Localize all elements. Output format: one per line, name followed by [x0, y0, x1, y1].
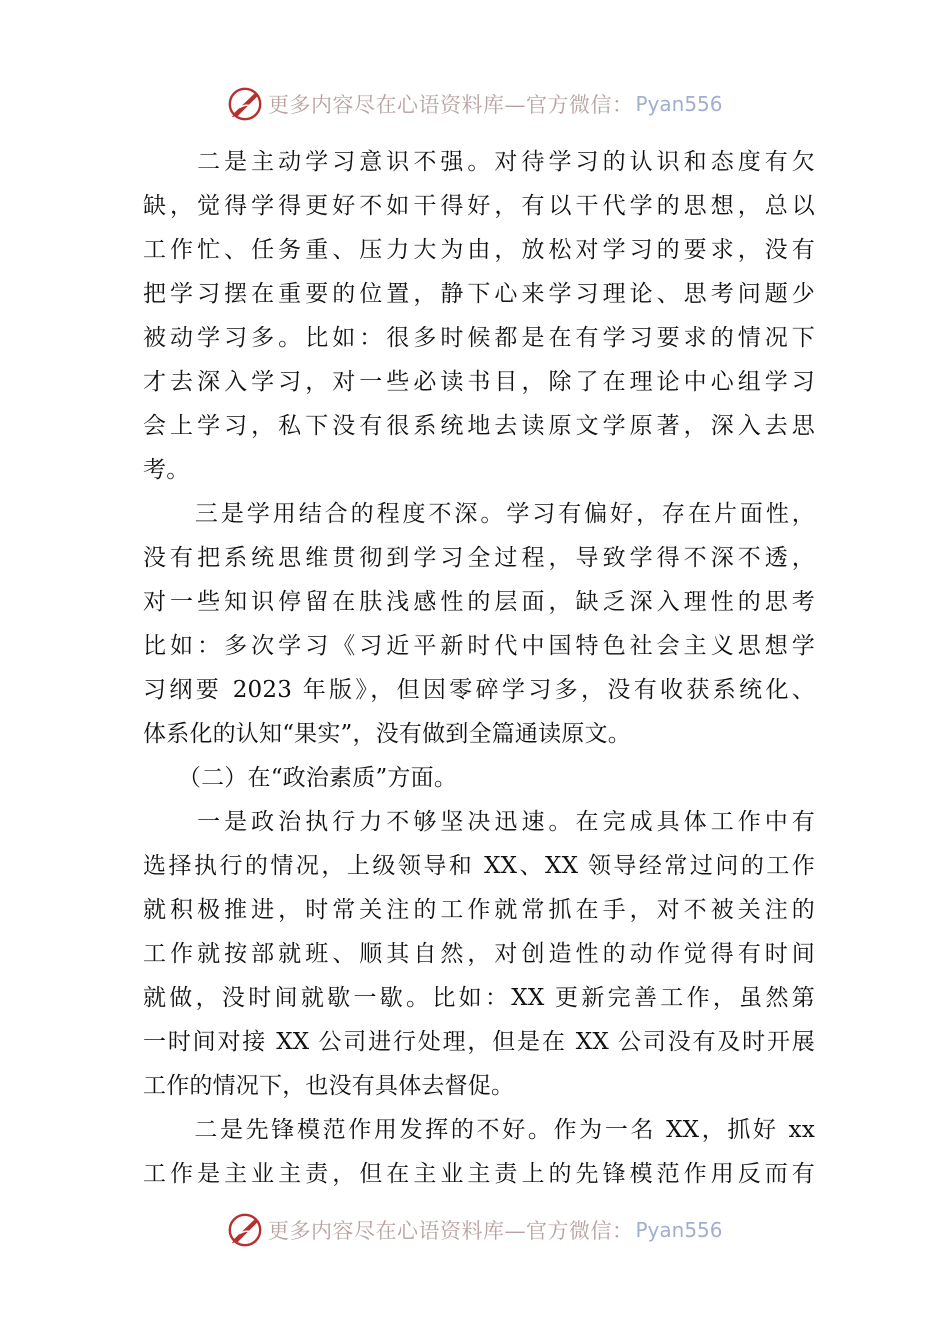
text-line: 缺，觉得学得更好不如干得好，有以干代学的思想，总以 [143, 193, 815, 219]
text-line: 一是政治执行力不够坚决迅速。在完成具体工作中有 [143, 809, 815, 835]
paragraph [143, 140, 815, 492]
paragraph [143, 1108, 815, 1196]
text-line: 工作是主业主责，但在主业主责上的先锋模范作用反而有 [143, 1161, 815, 1187]
watermark-text: 更多内容尽在心语资料库—官方微信： [268, 93, 634, 117]
text-line: 会上学习，私下没有很系统地去读原文学原著，深入去思 [143, 413, 815, 439]
watermark-text: 更多内容尽在心语资料库—官方微信： [268, 1219, 634, 1243]
text-line: 工作的情况下，也没有具体去督促。 [143, 1073, 515, 1099]
text-line: 二是主动学习意识不强。对待学习的认识和态度有欠 [143, 149, 815, 175]
text-line: 习纲要 2023 年版》，但因零碎学习多，没有收获系统化、 [143, 677, 815, 703]
text-line: 体系化的认知“果实”，没有做到全篇通读原文。 [143, 721, 631, 747]
text-line: 才去深入学习，对一些必读书目，除了在理论中心组学习 [143, 369, 815, 395]
text-line: （二）在“政治素质”方面。 [143, 765, 458, 791]
text-line: 工作忙、任务重、压力大为由，放松对学习的要求，没有 [143, 237, 815, 263]
text-line: 二是先锋模范作用发挥的不好。作为一名 XX，抓好 xx [143, 1117, 815, 1143]
pen-logo-icon [226, 85, 264, 123]
document-body [143, 140, 815, 1196]
text-line: 没有把系统思维贯彻到学习全过程，导致学得不深不透， [143, 545, 815, 571]
text-line: 被动学习多。比如：很多时候都是在有学习要求的情况下 [143, 325, 815, 351]
pen-logo-icon [226, 1211, 264, 1249]
watermark-wechat-id: Pyan556 [635, 92, 723, 116]
section-heading [143, 756, 815, 800]
text-line: 考。 [143, 457, 190, 483]
text-line: 把学习摆在重要的位置，静下心来学习理论、思考问题少 [143, 281, 815, 307]
watermark-wechat-id: Pyan556 [635, 1218, 723, 1242]
text-line: 工作就按部就班、顺其自然，对创造性的动作觉得有时间 [143, 941, 815, 967]
text-line: 选择执行的情况，上级领导和 XX、XX 领导经常过问的工作 [143, 853, 815, 879]
watermark-banner-top [226, 84, 726, 124]
text-line: 对一些知识停留在肤浅感性的层面，缺乏深入理性的思考 [143, 589, 815, 615]
text-line: 就积极推进，时常关注的工作就常抓在手，对不被关注的 [143, 897, 815, 923]
text-line: 就做，没时间就歇一歇。比如：XX 更新完善工作，虽然第 [143, 985, 815, 1011]
text-line: 比如：多次学习《习近平新时代中国特色社会主义思想学 [143, 633, 815, 659]
text-line: 三是学用结合的程度不深。学习有偏好，存在片面性， [143, 501, 815, 527]
text-line: 一时间对接 XX 公司进行处理，但是在 XX 公司没有及时开展 [143, 1029, 815, 1055]
paragraph [143, 800, 815, 1108]
paragraph [143, 492, 815, 756]
watermark-banner-bottom [226, 1210, 726, 1250]
